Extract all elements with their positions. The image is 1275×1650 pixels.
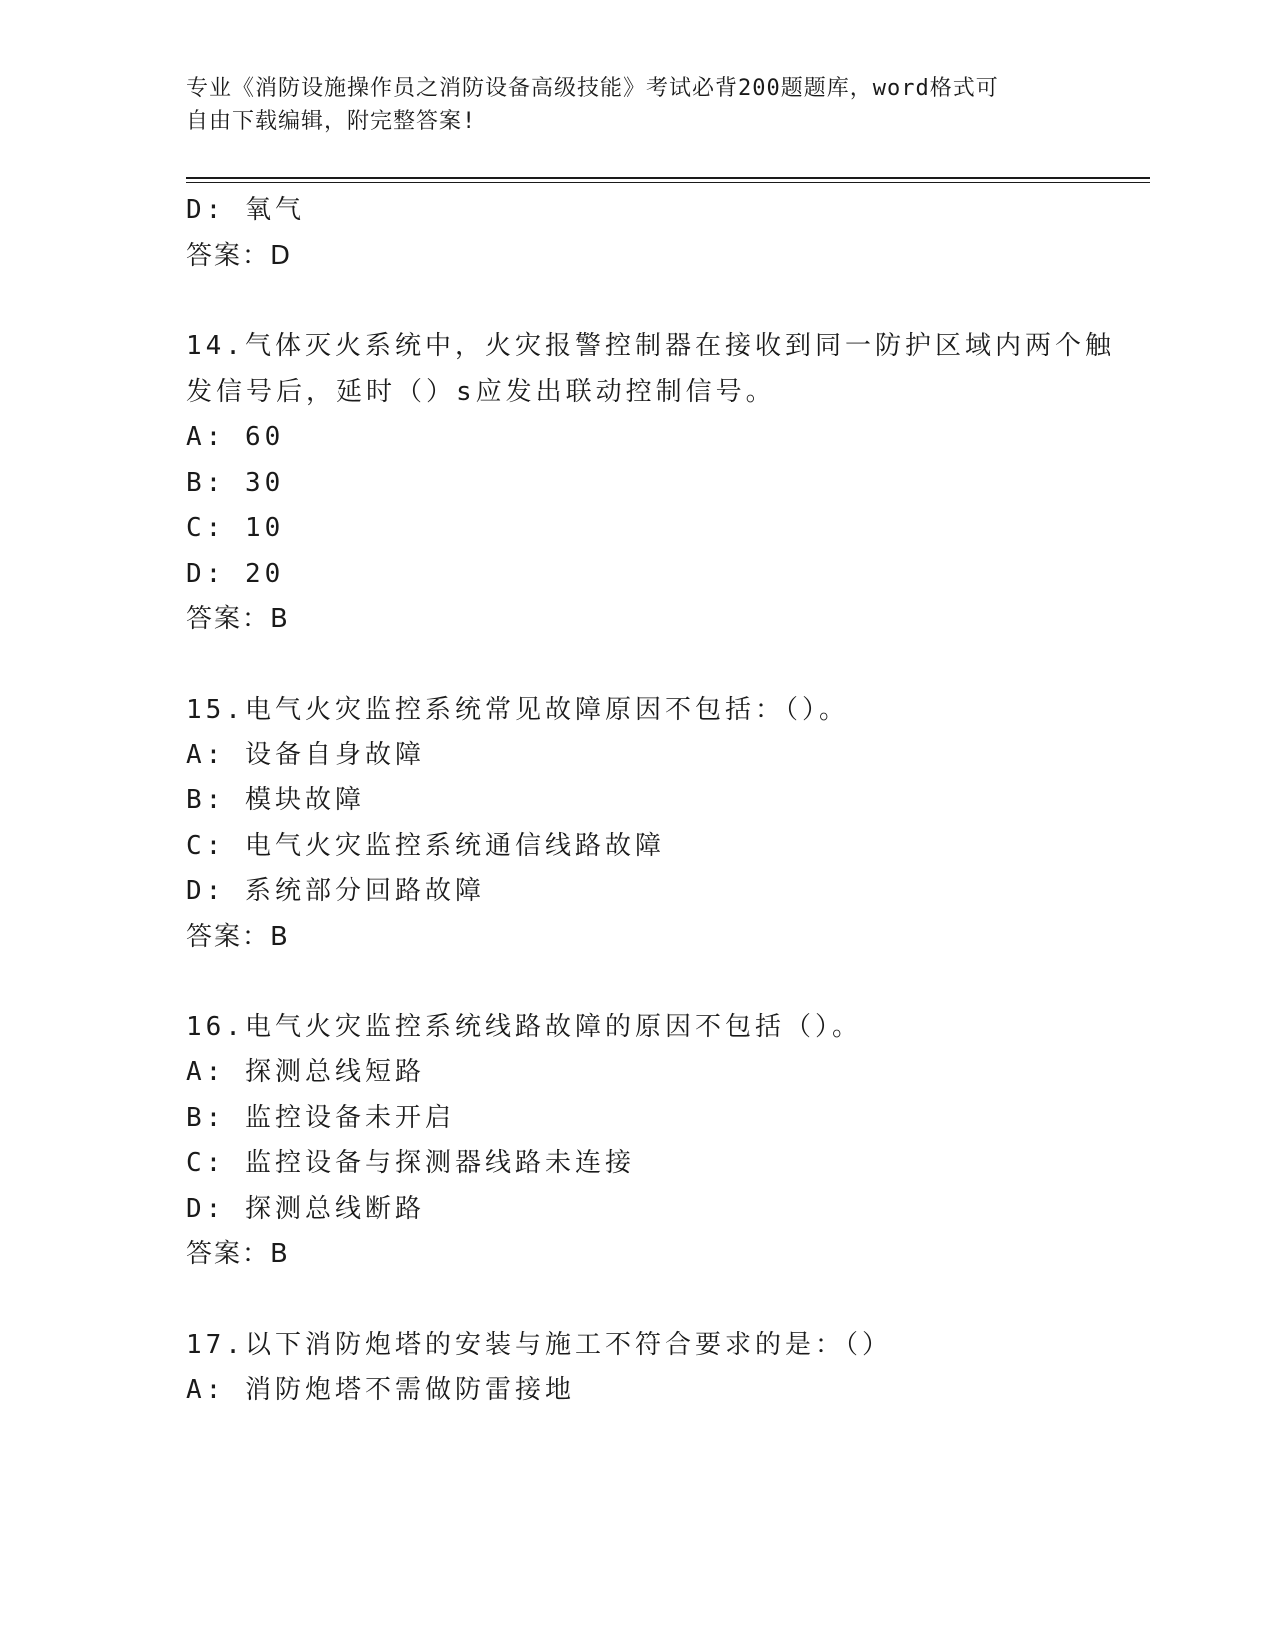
question-stem: 14.气体灭火系统中，火灾报警控制器在接收到同一防护区域内两个触 [186, 331, 1115, 361]
header-divider [186, 177, 1150, 179]
header-divider-thin [186, 182, 1150, 183]
option-a: A: 探测总线短路 [186, 1057, 425, 1087]
question-16 [186, 1004, 1086, 1278]
option-b: B: 监控设备未开启 [186, 1102, 455, 1133]
option-d: D: 探测总线断路 [186, 1193, 425, 1224]
question-13-tail [186, 188, 1086, 279]
option-a: A: 消防炮塔不需做防雷接地 [186, 1374, 575, 1405]
header-line-1: 专业《消防设施操作员之消防设备高级技能》考试必背200题题库，word格式可 [186, 76, 999, 101]
option-c: C: 电气火灾监控系统通信线路故障 [186, 830, 665, 861]
question-15 [186, 687, 1086, 961]
spacer [186, 960, 1086, 1004]
option-c: C: 10 [186, 513, 285, 543]
question-stem: 16.电气火灾监控系统线路故障的原因不包括（）。 [186, 1012, 862, 1042]
document-header [186, 72, 1066, 138]
answer-line: 答案：B [186, 921, 290, 952]
question-17 [186, 1322, 1086, 1414]
spacer [186, 643, 1086, 687]
option-b: B: 30 [186, 467, 285, 498]
question-stem: 17.以下消防炮塔的安装与施工不符合要求的是：（） [186, 1329, 892, 1360]
header-line-2: 自由下载编辑，附完整答案! [186, 109, 477, 134]
option-a: A: 60 [186, 422, 285, 452]
option-d: D: 20 [186, 558, 285, 589]
option-d: D: 氧气 [186, 195, 305, 225]
spacer [186, 1278, 1086, 1322]
option-b: B: 模块故障 [186, 785, 365, 815]
answer-line: 答案：B [186, 604, 290, 634]
question-14 [186, 323, 1115, 643]
option-d: D: 系统部分回路故障 [186, 876, 485, 906]
question-list [186, 188, 1115, 1413]
question-stem: 15.电气火灾监控系统常见故障原因不包括：（）。 [186, 694, 849, 725]
answer-line: 答案：D [186, 240, 293, 271]
option-a: A: 设备自身故障 [186, 739, 425, 770]
answer-line: 答案：B [186, 1239, 290, 1269]
question-stem: 发信号后，延时（）s应发出联动控制信号。 [186, 377, 776, 407]
option-c: C: 监控设备与探测器线路未连接 [186, 1148, 635, 1178]
spacer [186, 279, 1086, 323]
